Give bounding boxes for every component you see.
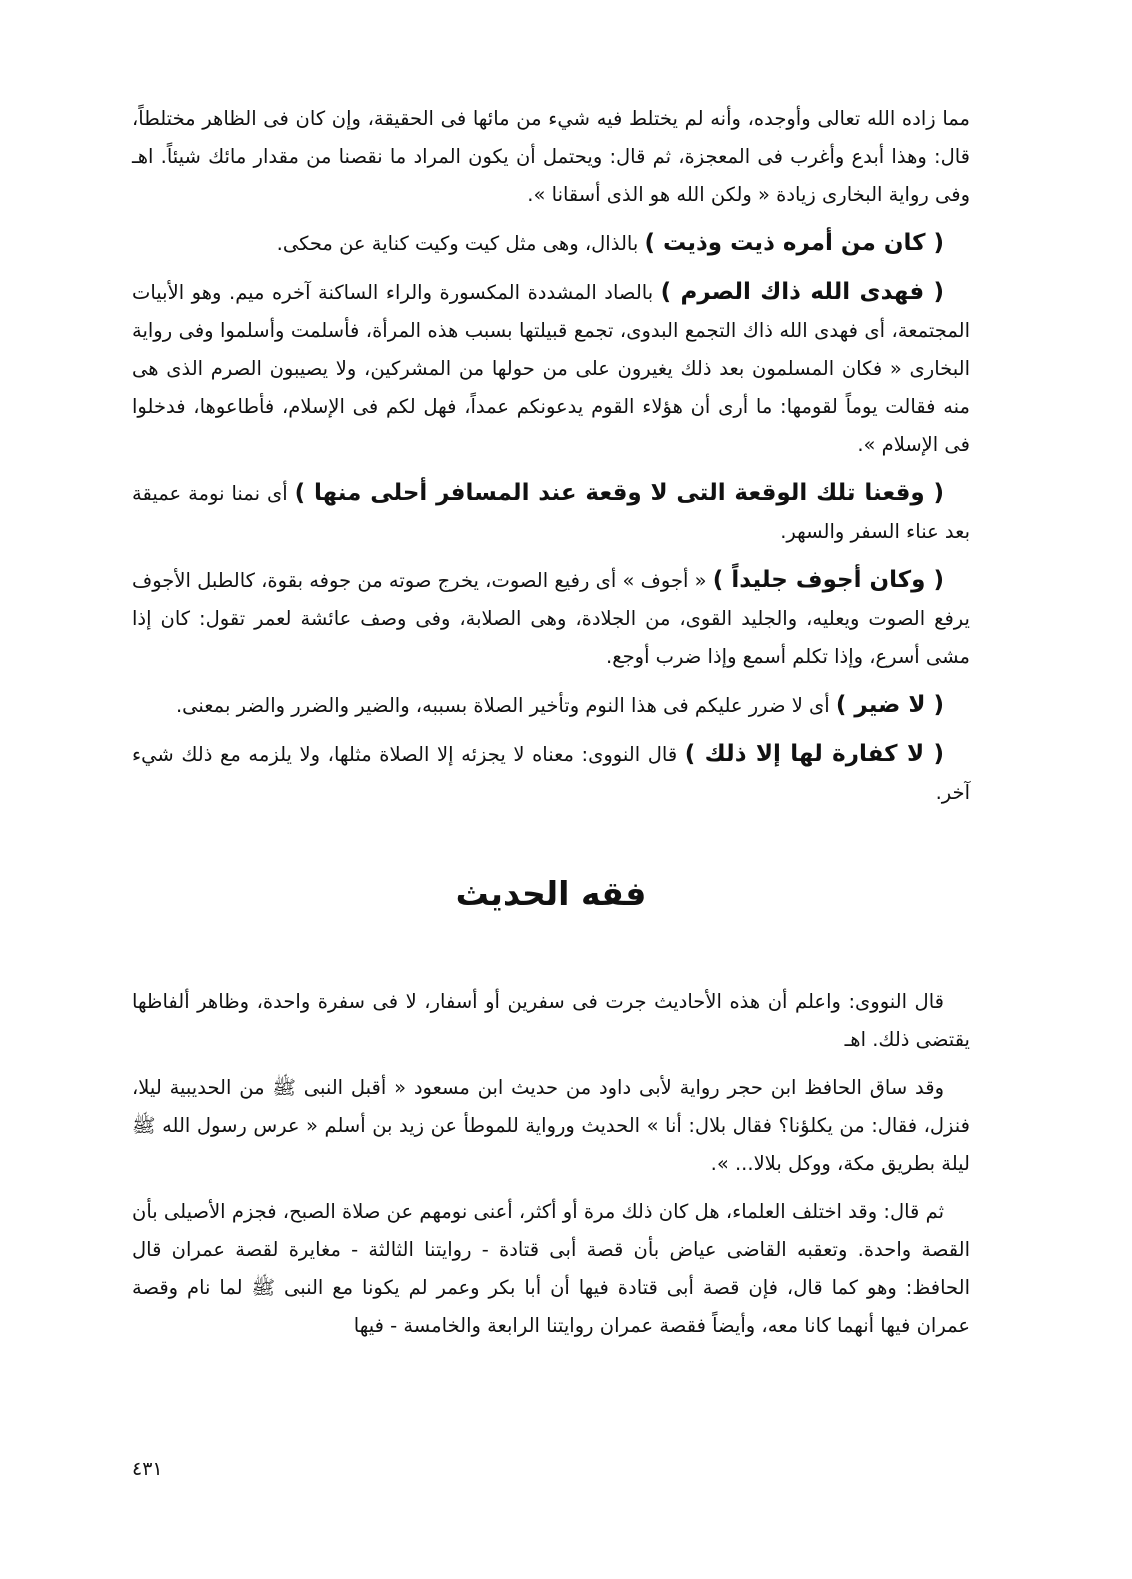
paragraph-4 — [132, 474, 970, 551]
paragraph-8 — [132, 983, 970, 1059]
paragraph-text: وقد ساق الحافظ ابن حجر رواية لأبى داود من حديث ابن مسعود « أقبل النبى ﷺ من الحديبية ليلا، فنزل، فقال: من يكلؤنا؟ فقال بلال: أنا » الحديث ورواية للموطأ عن زيد بن أسلم « عرس رسول الله ﷺ ليلة بطريق مكة، ووكل بلالا... ». — [132, 1075, 970, 1175]
paragraph-text: بالذال، وهى مثل كيت وكيت كناية عن محكى. — [276, 232, 645, 255]
paragraph-1 — [132, 100, 970, 214]
section-heading: فقه الحديث — [455, 874, 647, 914]
term-heading: ( وقعنا تلك الوقعة التى لا وقعة عند المسافر أحلى منها ) — [294, 480, 945, 506]
paragraph-text: قال النووى: معناه لا يجزئه إلا الصلاة مثلها، ولا يلزمه مع ذلك شيء آخر. — [132, 743, 970, 804]
term-heading: ( كان من أمره ذيت وذيت ) — [644, 230, 944, 256]
term-heading: ( وكان أجوف جليداً ) — [712, 567, 944, 593]
page-body — [132, 100, 970, 1355]
paragraph-text: أى لا ضرر عليكم فى هذا النوم وتأخير الصلاة بسببه، والضير والضرر والضر بمعنى. — [175, 694, 836, 717]
paragraph-3 — [132, 273, 970, 464]
paragraph-text: ثم قال: وقد اختلف العلماء، هل كان ذلك مرة أو أكثر، أعنى نومهم عن صلاة الصبح، فجزم الأصيلى بأن القصة واحدة. وتعقبه القاضى عياض بأن قصة أبى قتادة - روايتنا الثالثة - مغايرة لقصة عمران قال الحافظ: وهو كما قال، فإن قصة أبى قتادة فيها أن أبا بكر وعمر لم يكونا مع النبى ﷺ لما نام وقصة عمران فيها أنهما كانا معه، وأيضاً فقصة عمران روايتنا الرابعة والخامسة - فيها — [132, 1199, 970, 1337]
term-heading: ( فهدى الله ذاك الصرم ) — [660, 279, 945, 305]
paragraph-text: « أجوف » أى رفيع الصوت، يخرج صوته من جوفه بقوة، كالطبل الأجوف يرفع الصوت ويعليه، والجليد القوى، من الجلادة، وهى الصلابة، وفى وصف عائشة لعمر تقول: كان إذا مشى أسرع، وإذا تكلم أسمع وإذا ضرب أوجع. — [132, 569, 970, 668]
paragraph-9 — [132, 1069, 970, 1183]
paragraph-5 — [132, 561, 970, 676]
paragraph-text: بالصاد المشددة المكسورة والراء الساكنة آخره ميم. وهو الأبيات المجتمعة، أى فهدى الله ذاك التجمع البدوى، تجمع قبيلتها بسبب هذه المرأة، فأسلمت وأسلموا وفى رواية البخارى « فكان المسلمون بعد ذلك يغيرون على من حولها من المشركين، ولا يصيبون الصرم الذى هى منه فقالت يوماً لقومها: ما أرى أن هؤلاء القوم يدعونكم عمداً، فهل لكم فى الإسلام، فأطاعوها، فدخلوا فى الإسلام ». — [132, 281, 970, 456]
paragraph-2 — [132, 224, 970, 263]
paragraph-6 — [132, 686, 970, 725]
paragraph-text: قال النووى: واعلم أن هذه الأحاديث جرت فى سفرين أو أسفار، لا فى سفرة واحدة، وظاهر ألفاظها يقتضى ذلك. اهـ — [132, 989, 970, 1051]
paragraph-text: مما زاده الله تعالى وأوجده، وأنه لم يختلط فيه شيء من مائها فى الحقيقة، وإن كان فى الظاهر مختلطاً، قال: وهذا أبدع وأغرب فى المعجزة، ثم قال: ويحتمل أن يكون المراد ما نقصنا من مقدار مائك شيئاً. اهـ وفى رواية البخارى زيادة « ولكن الله هو الذى أسقانا ». — [132, 107, 970, 206]
paragraph-7 — [132, 735, 970, 812]
term-heading: ( لا كفارة لها إلا ذلك ) — [684, 741, 944, 767]
term-heading: ( لا ضير ) — [835, 692, 944, 718]
paragraph-text: أى نمنا نومة عميقة بعد عناء السفر والسهر. — [132, 482, 970, 543]
section-heading-wrap — [132, 842, 970, 947]
page-number: ٤٣١ — [132, 1458, 163, 1480]
paragraph-10 — [132, 1193, 970, 1345]
